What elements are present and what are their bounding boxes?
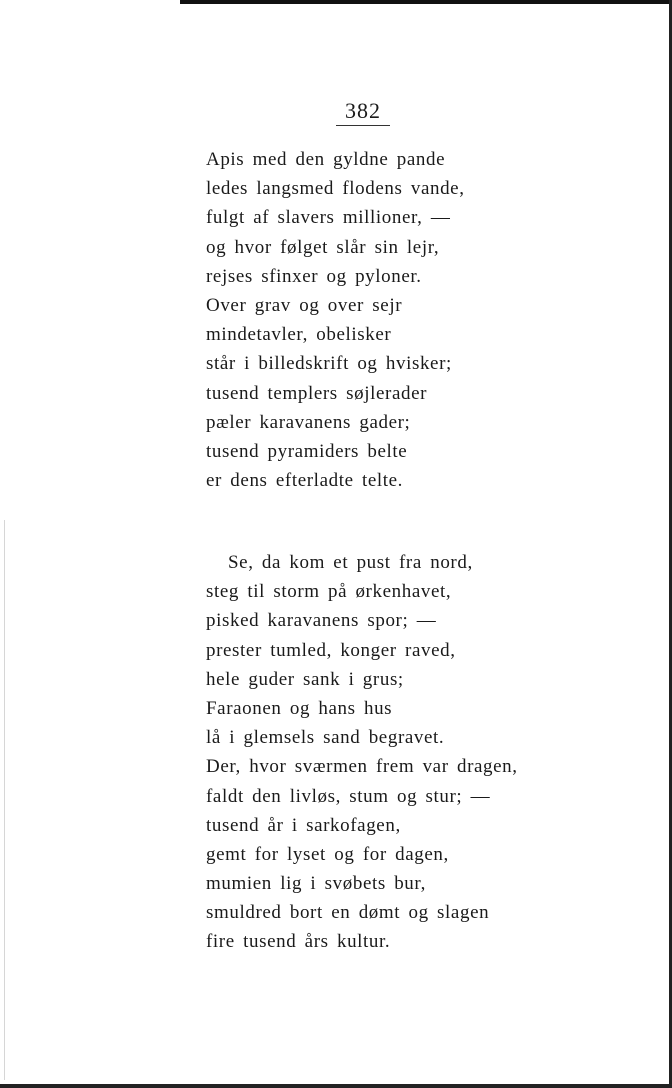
poem-line: Over grav og over sejr: [206, 294, 403, 316]
poem-line: lå i glemsels sand begravet.: [206, 727, 445, 749]
poem-line: tusend år i sarkofagen,: [206, 814, 401, 836]
poem-line: er dens efterladte telte.: [206, 470, 404, 492]
poem-line: Faraonen og hans hus: [206, 697, 393, 719]
poem-line: ledes langsmed flodens vande,: [206, 178, 465, 200]
poem-line: fire tusend års kultur.: [206, 931, 391, 953]
poem-line: pisked karavanens spor; —: [206, 610, 437, 632]
poem-line: prester tumled, konger raved,: [206, 639, 456, 661]
poem-line: og hvor følget slår sin lejr,: [206, 236, 440, 258]
poem-line-indented: Se, da kom et pust fra nord,: [228, 552, 473, 573]
poem-line: gemt for lyset og for dagen,: [206, 843, 449, 865]
poem-line: tusend pyramiders belte: [206, 440, 408, 462]
poem-line: mindetavler, obelisker: [206, 324, 392, 346]
stanza-1: [206, 145, 465, 495]
poem-line: steg til storm på ørkenhavet,: [206, 581, 452, 603]
page-number-underline: [336, 125, 390, 126]
poem-line: står i billedskrift og hvisker;: [206, 353, 452, 375]
poem-line: hele guder sank i grus;: [206, 668, 404, 690]
poem-line: tusend templers søjlerader: [206, 382, 428, 404]
poem-line: pæler karavanens gader;: [206, 411, 411, 433]
scan-edge-left: [4, 520, 5, 1080]
page-number: 382: [345, 98, 381, 123]
poem-line: mumien lig i svøbets bur,: [206, 873, 426, 895]
stanza-2: [206, 548, 518, 957]
poem-line: rejses sfinxer og pyloner.: [206, 265, 422, 287]
scan-border-top: [180, 0, 672, 4]
poem-line: Der, hvor sværmen frem var dragen,: [206, 756, 518, 778]
poem-line: Apis med den gyldne pande: [206, 149, 446, 170]
poem-line: faldt den livløs, stum og stur; —: [206, 785, 491, 807]
poem-line: smuldred bort en dømt og slagen: [206, 902, 490, 924]
poem-line: fulgt af slavers millioner, —: [206, 207, 451, 229]
scan-border-bottom: [0, 1084, 672, 1088]
